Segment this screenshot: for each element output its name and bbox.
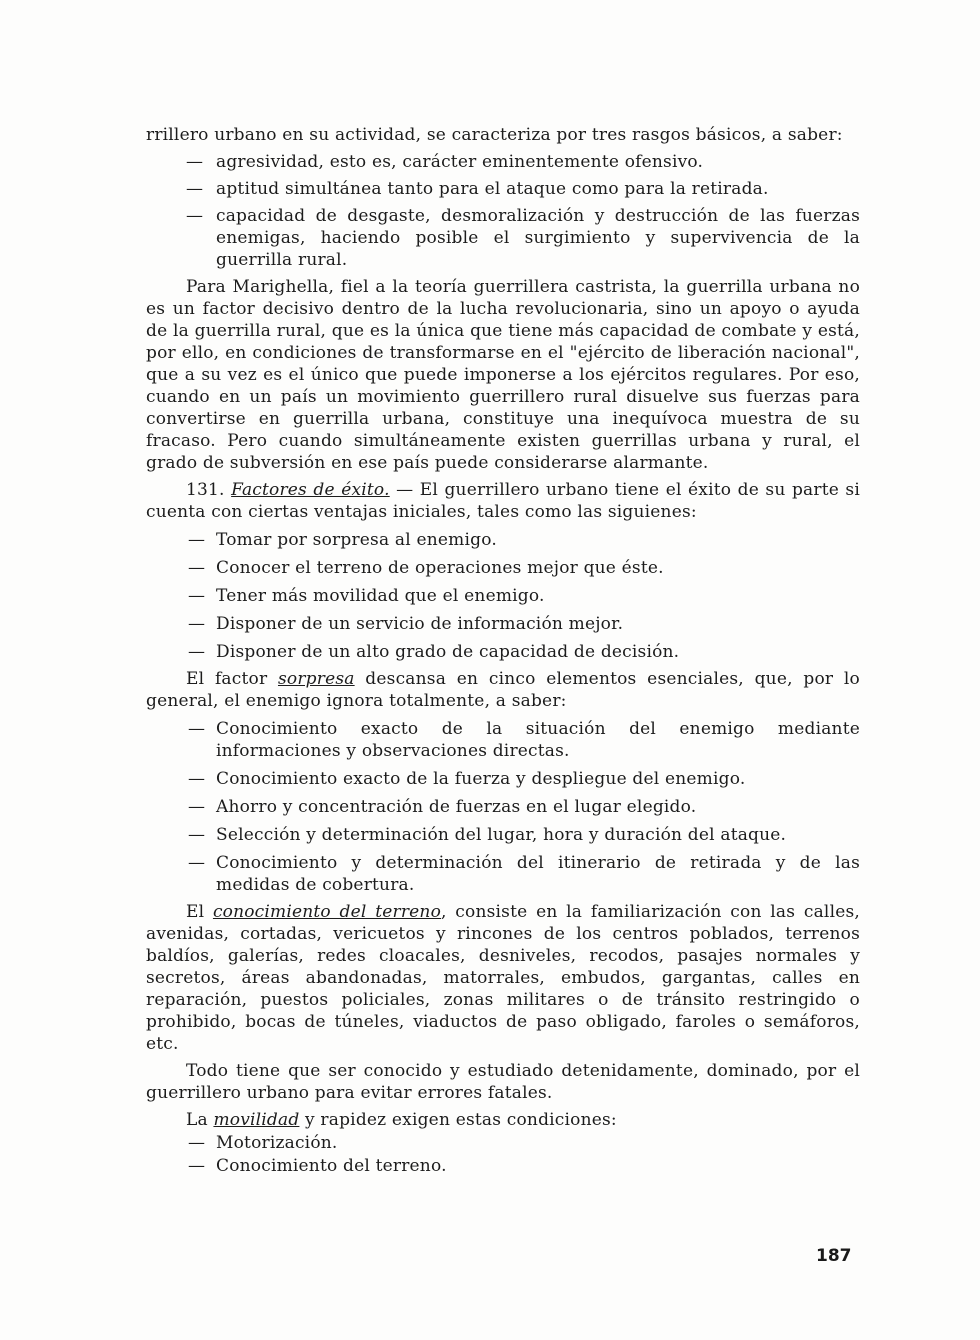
dash-marker: — bbox=[188, 642, 206, 662]
section-heading: Factores de éxito. bbox=[231, 480, 390, 500]
dash-marker: — bbox=[188, 1156, 206, 1176]
list-item bbox=[146, 178, 860, 200]
list-item bbox=[146, 641, 860, 663]
text-run: La bbox=[186, 1110, 214, 1130]
paragraph-movilidad bbox=[146, 1109, 860, 1131]
advantage-text: Conocer el terreno de operaciones mejor que éste. bbox=[216, 558, 664, 578]
list-item bbox=[146, 1132, 860, 1154]
dash-marker: — bbox=[188, 614, 206, 634]
term-terreno: conocimiento del terreno bbox=[212, 902, 442, 922]
dash-marker: — bbox=[186, 152, 204, 172]
condition-text: Conocimiento del terreno. bbox=[216, 1156, 447, 1176]
section-text: — El guerrillero urbano tiene el éxito de su parte si cuenta con ciertas ventajas iniciales, tales como las siguienes: bbox=[146, 480, 860, 522]
list-item bbox=[146, 205, 860, 271]
list-item bbox=[146, 718, 860, 762]
element-text: Selección y determinación del lugar, hora y duración del ataque. bbox=[216, 825, 787, 845]
dash-marker: — bbox=[188, 825, 206, 845]
advantage-text: Disponer de un alto grado de capacidad de decisión. bbox=[216, 642, 680, 662]
text-run: El factor bbox=[186, 669, 278, 689]
paragraph-todo: Todo tiene que ser conocido y estudiado detenidamente, dominado, por el guerrillero urbano para evitar errores fatales. bbox=[146, 1061, 860, 1103]
text-run: descansa en cinco elementos esenciales, que, por lo general, el enemigo ignora totalmente, a saber: bbox=[146, 669, 860, 711]
list-item bbox=[146, 613, 860, 635]
term-sorpresa: sorpresa bbox=[277, 669, 355, 689]
element-text: Ahorro y concentración de fuerzas en el lugar elegido. bbox=[216, 797, 697, 817]
advantage-text: Disponer de un servicio de información mejor. bbox=[216, 614, 624, 634]
section-number: 131. bbox=[186, 480, 225, 500]
list-item bbox=[146, 824, 860, 846]
dash-marker: — bbox=[188, 853, 206, 873]
text-run: El bbox=[186, 902, 213, 922]
condition-text: Motorización. bbox=[216, 1133, 338, 1153]
dash-marker: — bbox=[188, 1133, 206, 1153]
term-movilidad: movilidad bbox=[213, 1110, 300, 1130]
dash-marker: — bbox=[188, 586, 206, 606]
paragraph-sorpresa bbox=[146, 668, 860, 712]
dash-marker: — bbox=[186, 206, 204, 226]
list-item bbox=[146, 852, 860, 896]
list-item bbox=[146, 768, 860, 790]
paragraph-terreno bbox=[146, 901, 860, 1055]
list-item bbox=[146, 557, 860, 579]
list-item bbox=[146, 151, 860, 173]
dash-marker: — bbox=[188, 530, 206, 550]
list-item bbox=[146, 1155, 860, 1177]
element-text: Conocimiento exacto de la fuerza y despliegue del enemigo. bbox=[216, 769, 746, 789]
dash-marker: — bbox=[186, 179, 204, 199]
paragraph-factores bbox=[146, 479, 860, 523]
advantage-text: Tomar por sorpresa al enemigo. bbox=[216, 530, 497, 550]
dash-marker: — bbox=[188, 558, 206, 578]
list-item bbox=[146, 529, 860, 551]
text-run: y rapidez exigen estas condiciones: bbox=[299, 1110, 617, 1130]
trait-text: agresividad, esto es, carácter eminentemente ofensivo. bbox=[216, 152, 704, 172]
body-text bbox=[146, 124, 860, 1177]
list-item bbox=[146, 796, 860, 818]
list-item bbox=[146, 585, 860, 607]
paragraph-marighella: Para Marighella, fiel a la teoría guerrillera castrista, la guerrilla urbana no es un factor decisivo dentro de la lucha revolucionaria, sino un apoyo o ayuda de la guerrilla rural, que es la única que tiene más capacidad de combate y está, por ello, en condiciones de transformarse en el "ejército de liberación nacional", que a su vez es el único que puede imponerse a los ejércitos regulares. Por eso, cuando en un país un movimiento guerrillero rural disuelve sus fuerzas para convertirse en guerrilla urbana, constituye una inequívoca muestra de su fracaso. Pero cuando simultáneamente existen guerrillas urbana y rural, el grado de subversión en ese país puede considerarse alarmante. bbox=[146, 277, 860, 473]
text-run: , consiste en la familiarización con las calles, avenidas, cortadas, vericuetos y rincones de los centros poblados, terrenos baldíos, galerías, redes cloacales, desniveles, recodos, pasajes normales y secretos, áreas abandonadas, matorrales, embudos, gargantas, calles en reparación, puestos policiales, zonas militares o de tránsito restringido o prohibido, bocas de túneles, viaductos de paso obligado, faroles o semáforos, etc. bbox=[146, 902, 860, 1054]
advantage-text: Tener más movilidad que el enemigo. bbox=[216, 586, 545, 606]
element-text: Conocimiento y determinación del itinerario de retirada y de las medidas de cobertura. bbox=[216, 853, 860, 895]
dash-marker: — bbox=[188, 769, 206, 789]
dash-marker: — bbox=[188, 797, 206, 817]
dash-marker: — bbox=[188, 719, 206, 739]
trait-text: aptitud simultánea tanto para el ataque como para la retirada. bbox=[216, 179, 769, 199]
trait-text: capacidad de desgaste, desmoralización y destrucción de las fuerzas enemigas, haciendo posible el surgimiento y supervivencia de la guerrilla rural. bbox=[216, 206, 860, 270]
page-number: 187 bbox=[816, 1246, 852, 1266]
element-text: Conocimiento exacto de la situación del enemigo mediante informaciones y observaciones directas. bbox=[216, 719, 860, 761]
paragraph-intro: rrillero urbano en su actividad, se caracteriza por tres rasgos básicos, a saber: bbox=[146, 125, 843, 145]
